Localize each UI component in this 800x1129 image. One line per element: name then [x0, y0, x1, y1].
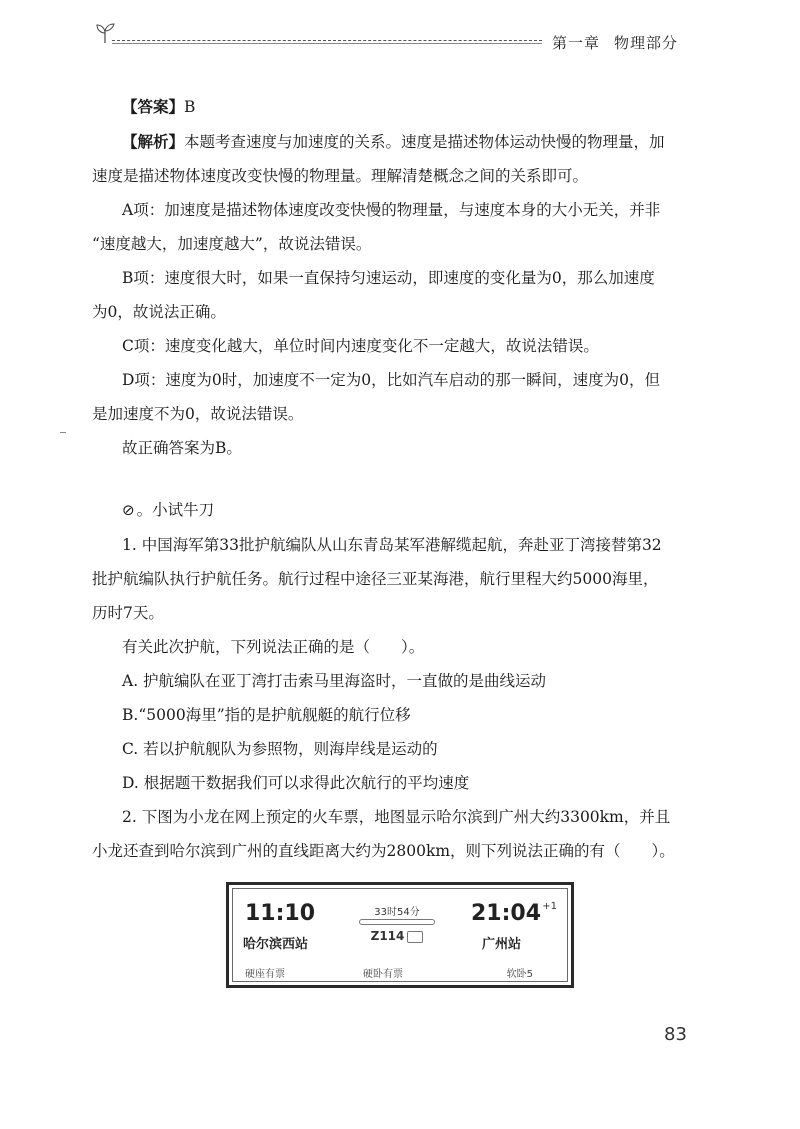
option-c-line-1: C项：速度变化越大，单位时间内速度变化不一定越大，故说法错误。	[122, 337, 599, 355]
train-number-text: Z114	[370, 929, 405, 943]
train-number	[357, 929, 437, 943]
seat-availability-hard-seat: 硬座有票	[245, 969, 285, 980]
chapter-label: 第一章	[552, 34, 601, 52]
q1-option-b: B.“5000海里”指的是护航舰艇的航行位移	[122, 706, 411, 724]
arrival-station: 广州站	[481, 937, 521, 952]
q2-line-2: 小龙还查到哈尔滨到广州的直线距离大约为2800km，则下列说法正确的有（ ）。	[92, 842, 675, 860]
q1-line-2: 批护航编队执行护航任务。航行过程中途径三亚某海港，航行里程大约5000海里，	[92, 570, 659, 588]
header-divider	[112, 40, 542, 41]
seat-availability-hard-sleeper: 硬卧有票	[363, 969, 403, 980]
answer-value: B	[184, 98, 196, 116]
answer-line	[122, 97, 697, 117]
departure-time: 11:10	[245, 901, 316, 926]
day-offset: +1	[542, 901, 557, 912]
pencil-circle-icon: ⊘	[122, 501, 135, 519]
seat-availability-soft-sleeper: 软卧5	[506, 969, 533, 980]
analysis-text-1: 本题考查速度与加速度的关系。速度是描述物体运动快慢的物理量，加	[184, 133, 665, 151]
q1-prompt: 有关此次护航，下列说法正确的是（ ）。	[122, 638, 425, 656]
analysis-line-1	[122, 132, 697, 152]
analysis-label: 【解析】	[122, 132, 185, 151]
q1-line-3: 历时7天。	[92, 604, 164, 622]
q1-option-a: A. 护航编队在亚丁湾打击索马里海盗时，一直做的是曲线运动	[122, 672, 547, 690]
train-icon	[407, 931, 423, 943]
margin-mark	[60, 432, 66, 433]
option-a-line-1: A项：加速度是描述物体速度改变快慢的物理量，与速度本身的大小无关，并非	[122, 201, 661, 219]
q2-line-1: 2. 下图为小龙在网上预定的火车票，地图显示哈尔滨到广州大约3300km，并且	[122, 808, 671, 826]
practice-title: 。小试牛刀	[136, 501, 215, 519]
q1-option-d: D. 根据题干数据我们可以求得此次航行的平均速度	[122, 774, 470, 792]
option-d-line-1: D项：速度为0时，加速度不一定为0，比如汽车启动的那一瞬间，速度为0，但	[122, 371, 661, 389]
header-divider-secondary	[112, 43, 542, 44]
q1-option-c: C. 若以护航舰队为参照物，则海岸线是运动的	[122, 740, 438, 758]
train-ticket-figure	[226, 882, 574, 988]
analysis-line-2: 速度是描述物体速度改变快慢的物理量。理解清楚概念之间的关系即可。	[92, 167, 589, 185]
option-b-line-2: 为0，故说法正确。	[92, 303, 226, 321]
route-arrow-icon	[359, 919, 435, 925]
page-number: 83	[664, 1024, 687, 1045]
section-label: 物理部分	[614, 34, 679, 52]
answer-label: 【答案】	[122, 97, 185, 116]
arrival-time: 21:04	[470, 901, 541, 926]
ticket-inner-frame	[232, 888, 568, 982]
option-b-line-1: B项：速度很大时，如果一直保持匀速运动，即速度的变化量为0，那么加速度	[122, 269, 655, 287]
option-d-line-2: 是加速度不为0，故说法错误。	[92, 405, 304, 423]
running-header	[552, 32, 678, 53]
practice-heading	[122, 500, 697, 520]
conclusion: 故正确答案为B。	[122, 439, 242, 457]
q1-line-1: 1. 中国海军第33批护航编队从山东青岛某军港解缆起航，奔赴亚丁湾接替第32	[122, 536, 662, 554]
departure-station: 哈尔滨西站	[243, 937, 309, 952]
trip-duration: 33时54分	[374, 907, 420, 918]
option-a-line-2: “速度越大，加速度越大”，故说法错误。	[92, 235, 372, 253]
